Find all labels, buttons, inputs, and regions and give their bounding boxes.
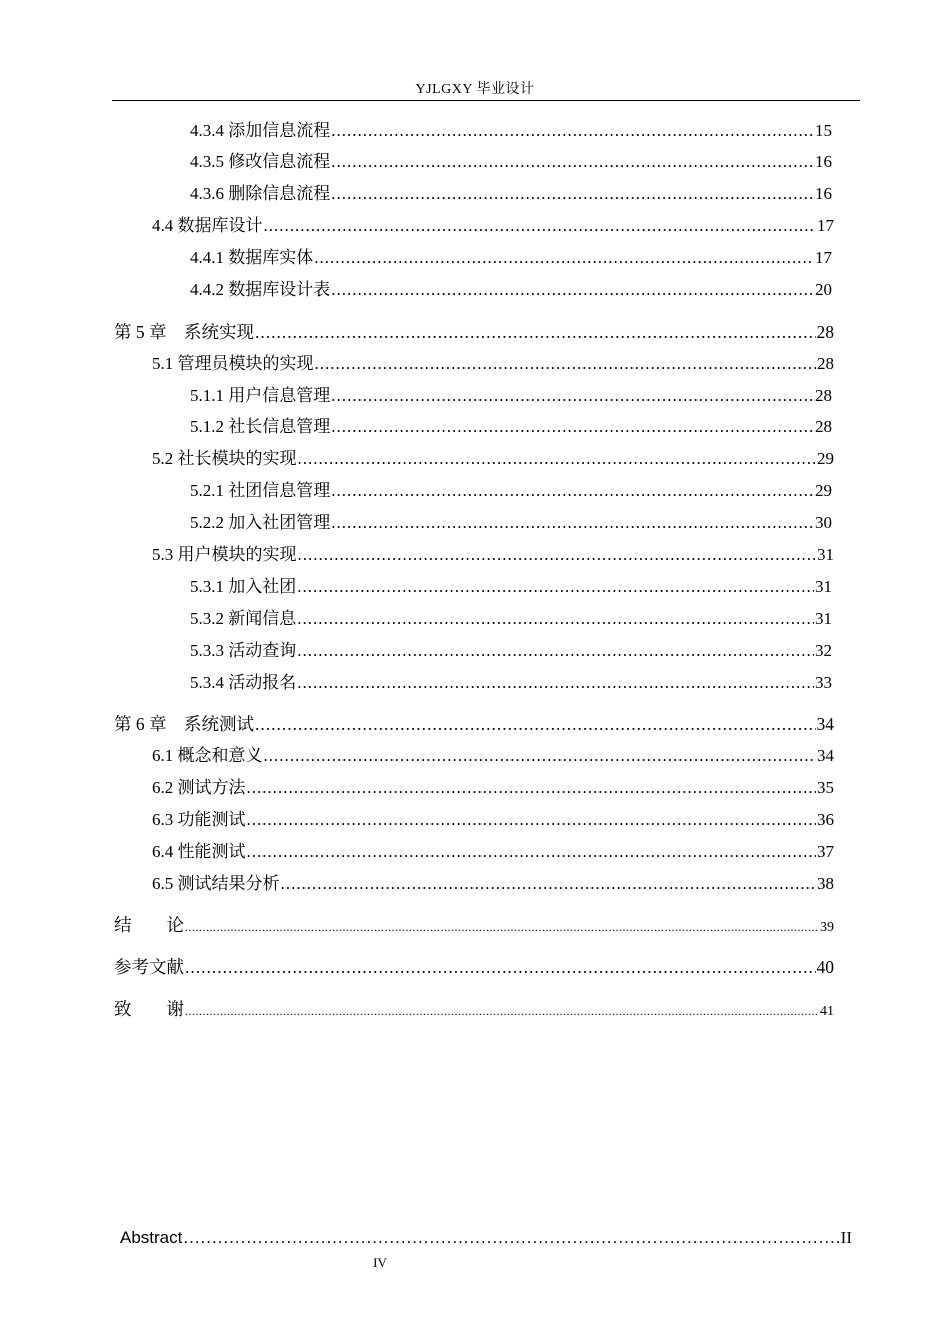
toc-leader-dots xyxy=(331,279,814,301)
toc-entry-label: 5.2.1 社团信息管理 xyxy=(190,481,331,500)
toc-leader-dots xyxy=(255,321,816,343)
toc-entry-label: 5.3.4 活动报名 xyxy=(190,673,297,692)
toc-leader-dots xyxy=(331,416,814,438)
toc-entry-page: 31 xyxy=(815,609,832,628)
header-rule xyxy=(112,100,860,101)
toc-entry-page: 36 xyxy=(817,810,834,829)
toc-entry-page: 34 xyxy=(817,746,834,765)
toc-entry-page: 28 xyxy=(815,386,832,405)
toc-leader-dots xyxy=(183,1227,839,1249)
toc-entry-acknowledgements xyxy=(114,998,834,1023)
toc-entry-page: 37 xyxy=(817,842,834,861)
toc-leader-dots xyxy=(315,353,817,375)
toc-entry-page: 16 xyxy=(815,152,832,171)
toc-entry-4-3-4 xyxy=(190,120,832,142)
toc-entry-4-4-1 xyxy=(190,247,832,269)
page-number: IV xyxy=(373,1255,387,1270)
toc-entry-4-4 xyxy=(152,215,834,237)
toc-entry-5-1-2 xyxy=(190,416,832,438)
toc-leader-dots xyxy=(247,809,817,831)
toc-leader-dots xyxy=(331,120,814,142)
toc-entry-page: 32 xyxy=(815,641,832,660)
toc-entry-label: 4.3.5 修改信息流程 xyxy=(190,152,331,171)
toc-entry-label: 6.2 测试方法 xyxy=(152,778,246,797)
toc-entry-5-2-2 xyxy=(190,512,832,534)
toc-entry-label: 6.1 概念和意义 xyxy=(152,746,263,765)
toc-entry-chapter-5 xyxy=(114,321,834,343)
toc-entry-page: 41 xyxy=(820,1004,834,1019)
toc-leader-dots xyxy=(298,544,817,566)
toc-entry-5-2-1 xyxy=(190,480,832,502)
toc-entry-label: 5.1.1 用户信息管理 xyxy=(190,386,331,405)
toc-leader-dots xyxy=(185,1000,819,1022)
toc-entry-label: 5.2 社长模块的实现 xyxy=(152,449,297,468)
toc-leader-dots xyxy=(331,480,814,502)
toc-leader-dots xyxy=(297,640,814,662)
toc-entry-label: Abstract xyxy=(120,1228,183,1247)
toc-entry-page: 38 xyxy=(817,874,834,893)
toc-entry-page: 17 xyxy=(817,216,834,235)
toc-leader-dots xyxy=(247,841,817,863)
toc-entry-label: 6.5 测试结果分析 xyxy=(152,874,280,893)
toc-leader-dots xyxy=(297,576,814,598)
toc-entry-label: 6.3 功能测试 xyxy=(152,810,246,829)
toc-entry-label: 5.3.1 加入社团 xyxy=(190,577,297,596)
toc-entry-label: 第 5 章 系统实现 xyxy=(114,322,254,342)
toc-entry-5-3-2 xyxy=(190,608,832,630)
toc-entry-5-3 xyxy=(152,544,834,566)
toc-entry-6-1 xyxy=(152,745,834,767)
toc-entry-page: 31 xyxy=(817,545,834,564)
toc-entry-page: 20 xyxy=(815,280,832,299)
toc-entry-page: 34 xyxy=(816,714,834,734)
toc-leader-dots xyxy=(331,151,814,173)
toc-leader-dots xyxy=(331,385,814,407)
toc-entry-label: 4.4.2 数据库设计表 xyxy=(190,280,331,299)
toc-entry-page: 30 xyxy=(815,513,832,532)
toc-entry-label: 参考文献 xyxy=(114,957,184,977)
toc-entry-5-3-1 xyxy=(190,576,832,598)
toc-leader-dots xyxy=(297,672,814,694)
toc-entry-label: 致 谢 xyxy=(114,999,184,1019)
toc-entry-page: 40 xyxy=(816,957,834,977)
toc-entry-chapter-6 xyxy=(114,713,834,735)
toc-entry-page: 16 xyxy=(815,184,832,203)
toc-entry-label: 6.4 性能测试 xyxy=(152,842,246,861)
toc-entry-label: 4.3.6 删除信息流程 xyxy=(190,184,331,203)
toc-entry-page: 28 xyxy=(816,322,834,342)
toc-entry-abstract xyxy=(120,1227,852,1249)
toc-leader-dots xyxy=(185,916,819,938)
toc-leader-dots xyxy=(314,247,814,269)
toc-leader-dots xyxy=(247,777,817,799)
toc-entry-6-3 xyxy=(152,809,834,831)
toc-entry-5-3-3 xyxy=(190,640,832,662)
toc-entry-5-3-4 xyxy=(190,672,832,694)
toc-entry-page: 28 xyxy=(815,417,832,436)
toc-entry-page: 29 xyxy=(815,481,832,500)
toc-entry-4-3-5 xyxy=(190,151,832,173)
toc-entry-conclusion xyxy=(114,914,834,939)
toc-entry-label: 4.4.1 数据库实体 xyxy=(190,248,314,267)
toc-entry-page: 33 xyxy=(815,673,832,692)
toc-entry-6-4 xyxy=(152,841,834,863)
toc-entry-4-3-6 xyxy=(190,183,832,205)
running-header-title: YJLGXY 毕业设计 xyxy=(415,82,535,97)
toc-leader-dots xyxy=(264,745,817,767)
toc-entry-page: 35 xyxy=(817,778,834,797)
toc-leader-dots xyxy=(185,956,816,978)
toc-entry-label: 4.4 数据库设计 xyxy=(152,216,263,235)
toc-entry-label: 5.3.2 新闻信息 xyxy=(190,609,297,628)
toc-leader-dots xyxy=(297,608,814,630)
toc-entry-label: 结 论 xyxy=(114,915,184,935)
toc-entry-page: 39 xyxy=(820,920,834,935)
toc-entry-6-2 xyxy=(152,777,834,799)
toc-entry-label: 5.1 管理员模块的实现 xyxy=(152,354,314,373)
toc-entry-5-1-1 xyxy=(190,385,832,407)
toc-entry-page: 28 xyxy=(817,354,834,373)
toc-entry-label: 5.1.2 社长信息管理 xyxy=(190,417,331,436)
toc-entry-references xyxy=(114,956,834,978)
toc-entry-page: 15 xyxy=(815,121,832,140)
toc-entry-label: 4.3.4 添加信息流程 xyxy=(190,121,331,140)
toc-leader-dots xyxy=(281,873,817,895)
toc-entry-6-5 xyxy=(152,873,834,895)
toc-leader-dots xyxy=(331,183,814,205)
toc-leader-dots xyxy=(255,713,816,735)
toc-entry-page: 31 xyxy=(815,577,832,596)
toc-leader-dots xyxy=(264,215,817,237)
toc-entry-5-1 xyxy=(152,353,834,375)
toc-leader-dots xyxy=(298,448,817,470)
toc-entry-label: 5.3.3 活动查询 xyxy=(190,641,297,660)
toc-entry-page: II xyxy=(840,1228,852,1247)
toc-entry-label: 5.2.2 加入社团管理 xyxy=(190,513,331,532)
toc-entry-label: 第 6 章 系统测试 xyxy=(114,714,254,734)
toc-entry-page: 17 xyxy=(815,248,832,267)
toc-entry-5-2 xyxy=(152,448,834,470)
toc-leader-dots xyxy=(331,512,814,534)
toc-entry-4-4-2 xyxy=(190,279,832,301)
toc-entry-page: 29 xyxy=(817,449,834,468)
toc-entry-label: 5.3 用户模块的实现 xyxy=(152,545,297,564)
